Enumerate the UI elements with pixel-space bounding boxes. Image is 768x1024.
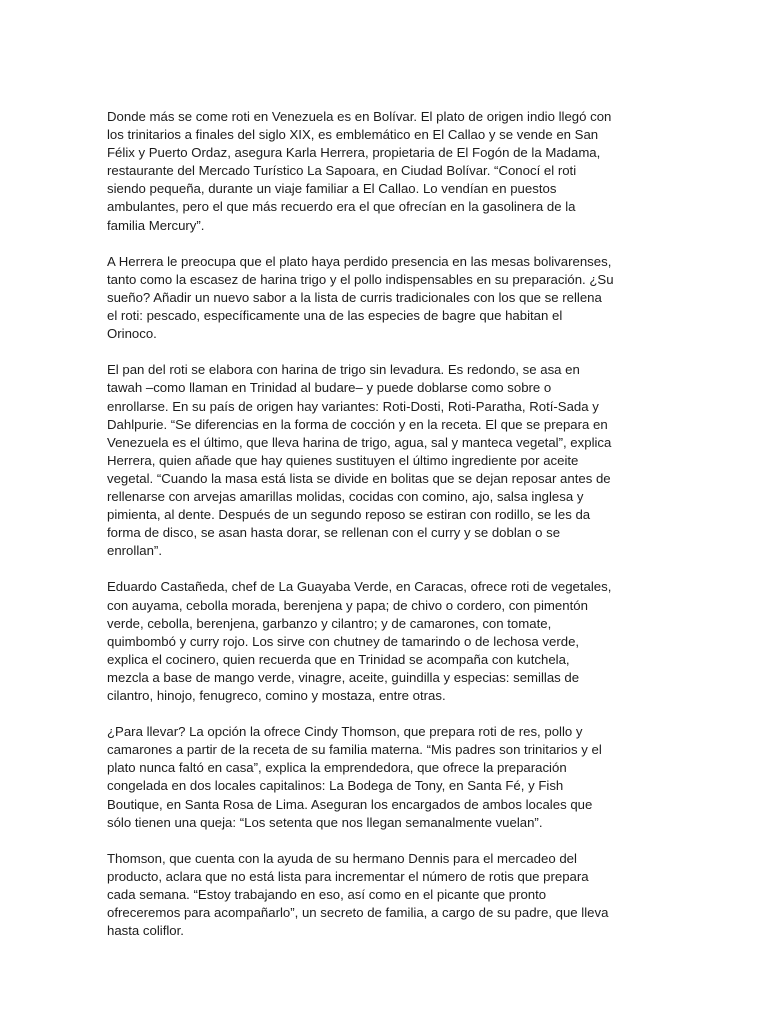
paragraph-1: Donde más se come roti en Venezuela es en Bolívar. El plato de origen indio llegó con los trinitarios a finales del siglo XIX, es emblemático en El Callao y se vende en San Félix y Puerto Ordaz, asegura Karla Herrera, propietaria de El Fogón de la Madama, restaurante del Mercado Turístico La Sapoara, en Ciudad Bolívar. “Conocí el roti siendo pequeña, durante un viaje familiar a El Callao. Lo vendían en puestos ambulantes, pero el que más recuerdo era el que ofrecían en la gasolinera de la familia Mercury”. [107,109,612,233]
document-page [107,108,667,958]
paragraph-6: Thomson, que cuenta con la ayuda de su hermano Dennis para el mercadeo del producto, aclara que no está lista para incrementar el número de rotis que prepara cada semana. “Estoy trabajando en eso, así como en el picante que pronto ofreceremos para acompañarlo”, un secreto de familia, a cargo de su padre, que lleva hasta coliflor. [107,850,609,939]
paragraph-4: Eduardo Castañeda, chef de La Guayaba Verde, en Caracas, ofrece roti de vegetales, con auyama, cebolla morada, berenjena y papa; de chivo o cordero, con pimentón verde, cebolla, berenjena, garbanzo y cilantro; y de camarones, con tomate, quimbombó y curry rojo. Los sirve con chutney de tamarindo o de lechosa verde, explica el cocinero, quien recuerda que en Trinidad se acompaña con kutchela, mezcla a base de mango verde, vinagre, aceite, guindilla y especias: semillas de cilantro, hinojo, fenugreco, comino y mostaza, entre otras. [107,579,612,703]
paragraph-5: ¿Para llevar? La opción la ofrece Cindy Thomson, que prepara roti de res, pollo y camarones a partir de la receta de su familia materna. “Mis padres son trinitarios y el plato nunca faltó en casa”, explica la emprendedora, que ofrece la preparación congelada en dos locales capitalinos: La Bodega de Tony, en Santa Fé, y Fish Boutique, en Santa Rosa de Lima. Aseguran los encargados de ambos locales que sólo tienen una queja: “Los setenta que nos llegan semanalmente vuelan”. [107,724,602,830]
paragraph-2: A Herrera le preocupa que el plato haya perdido presencia en las mesas bolivarenses, tanto como la escasez de harina trigo y el pollo indispensables en su preparación. ¿Su sueño? Añadir un nuevo sabor a la lista de curris tradicionales con los que se rellena el roti: pescado, específicamente una de las especies de bagre que habitan el Orinoco. [107,253,614,342]
paragraph-3: El pan del roti se elabora con harina de trigo sin levadura. Es redondo, se asa en tawah –como llaman en Trinidad al budare– y puede doblarse como sobre o enrollarse. En su país de origen hay variantes: Roti-Dosti, Roti-Paratha, Rotí-Sada y Dahlpurie. “Se diferencias en la forma de cocción y en la receta. El que se prepara en Venezuela es el último, que lleva harina de trigo, agua, sal y manteca vegetal”, explica Herrera, quien añade que hay quienes sustituyen el último ingrediente por aceite vegetal. “Cuando la masa está lista se divide en bolitas que se dejan reposar antes de rellenarse con arvejas amarillas molidas, cocidas con comino, ajo, salsa inglesa y pimienta, al dente. Después de un segundo reposo se estiran con rodillo, se les da forma de disco, se asan hasta dorar, se rellenan con el curry y se doblan o se enrollan”. [107,362,612,559]
